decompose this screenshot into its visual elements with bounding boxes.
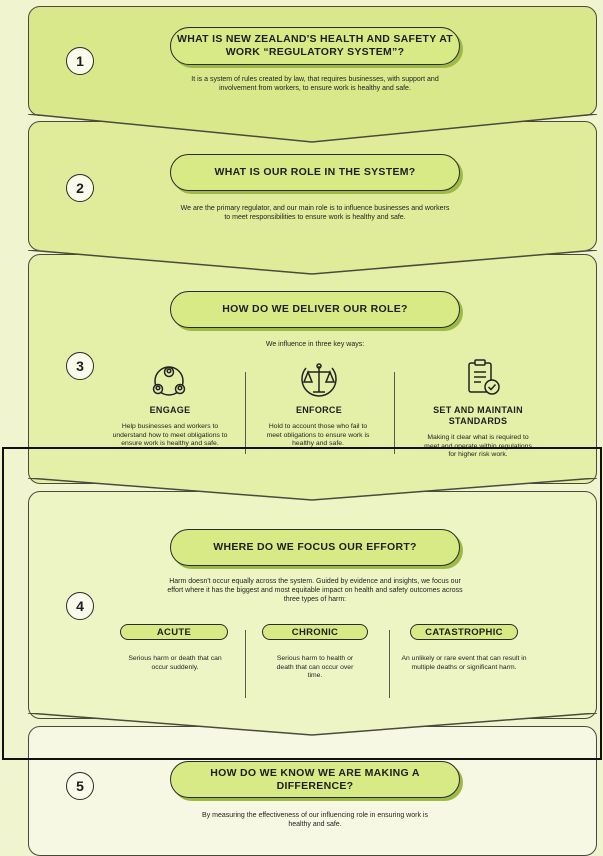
section-3-text: We influence in three key ways: xyxy=(265,341,365,348)
standards-text: Making it clear what is required to meet and operate within regulations for higher risk work. xyxy=(424,434,532,459)
section-2-number: 2 xyxy=(66,174,94,202)
section-5-heading: HOW DO WE KNOW WE ARE MAKING A DIFFERENCE? xyxy=(170,761,460,798)
section-2-heading: WHAT IS OUR ROLE IN THE SYSTEM? xyxy=(170,154,460,191)
engage-title: ENGAGE xyxy=(149,405,191,415)
acute-tag: ACUTE xyxy=(120,624,228,640)
section-5-text: By measuring the effectiveness of our influencing role in ensuring work is healthy and safe. xyxy=(202,812,428,828)
section-2-text: We are the primary regulator, and our main role is to influence businesses and workers to meet responsibilities to ensure work is healthy and safe. xyxy=(180,205,450,221)
clipboard-check-icon xyxy=(465,358,503,398)
section-1-chevron xyxy=(26,114,599,146)
section-4-heading: WHERE DO WE FOCUS OUR EFFORT? xyxy=(170,529,460,566)
standards-title: SET AND MAINTAIN STANDARDS xyxy=(433,405,523,426)
acute-text: Serious harm or death that can occur suddenly. xyxy=(128,655,222,671)
section-2-chevron xyxy=(26,250,599,282)
section-1-text: It is a system of rules created by law, that requires businesses, with support and involvement from workers, to ensure work is healthy and safe. xyxy=(191,76,439,92)
scales-icon xyxy=(298,360,340,402)
section-3-divider-1 xyxy=(245,372,246,454)
catastrophic-tag: CATASTROPHIC xyxy=(410,624,518,640)
section-4-text: Harm doesn't occur equally across the system. Guided by evidence and insights, we focus our effort where it has the biggest and most equitable impact on health and safety outcomes across three types of harm: xyxy=(167,578,463,603)
section-3-number: 3 xyxy=(66,352,94,380)
section-5-number: 5 xyxy=(66,772,94,800)
chronic-text: Serious harm to health or death that can occur over time. xyxy=(276,655,354,680)
enforce-title: ENFORCE xyxy=(295,405,343,415)
people-network-icon xyxy=(150,364,188,400)
selection-frame xyxy=(2,447,602,760)
engage-text: Help businesses and workers to understand how to meet obligations to ensure work is healthy and safe. xyxy=(112,423,228,448)
section-3-divider-2 xyxy=(394,372,395,454)
chronic-tag: CHRONIC xyxy=(262,624,368,640)
section-3-heading: HOW DO WE DELIVER OUR ROLE? xyxy=(170,291,460,328)
catastrophic-text: An unlikely or rare event that can result in multiple deaths or significant harm. xyxy=(401,655,527,671)
section-1-heading: WHAT IS NEW ZEALAND'S HEALTH AND SAFETY AT WORK “REGULATORY SYSTEM”? xyxy=(170,27,460,65)
enforce-text: Hold to account those who fail to meet obligations to ensure work is healthy and safe. xyxy=(266,423,370,448)
section-4-number: 4 xyxy=(66,592,94,620)
section-1-number: 1 xyxy=(66,47,94,75)
